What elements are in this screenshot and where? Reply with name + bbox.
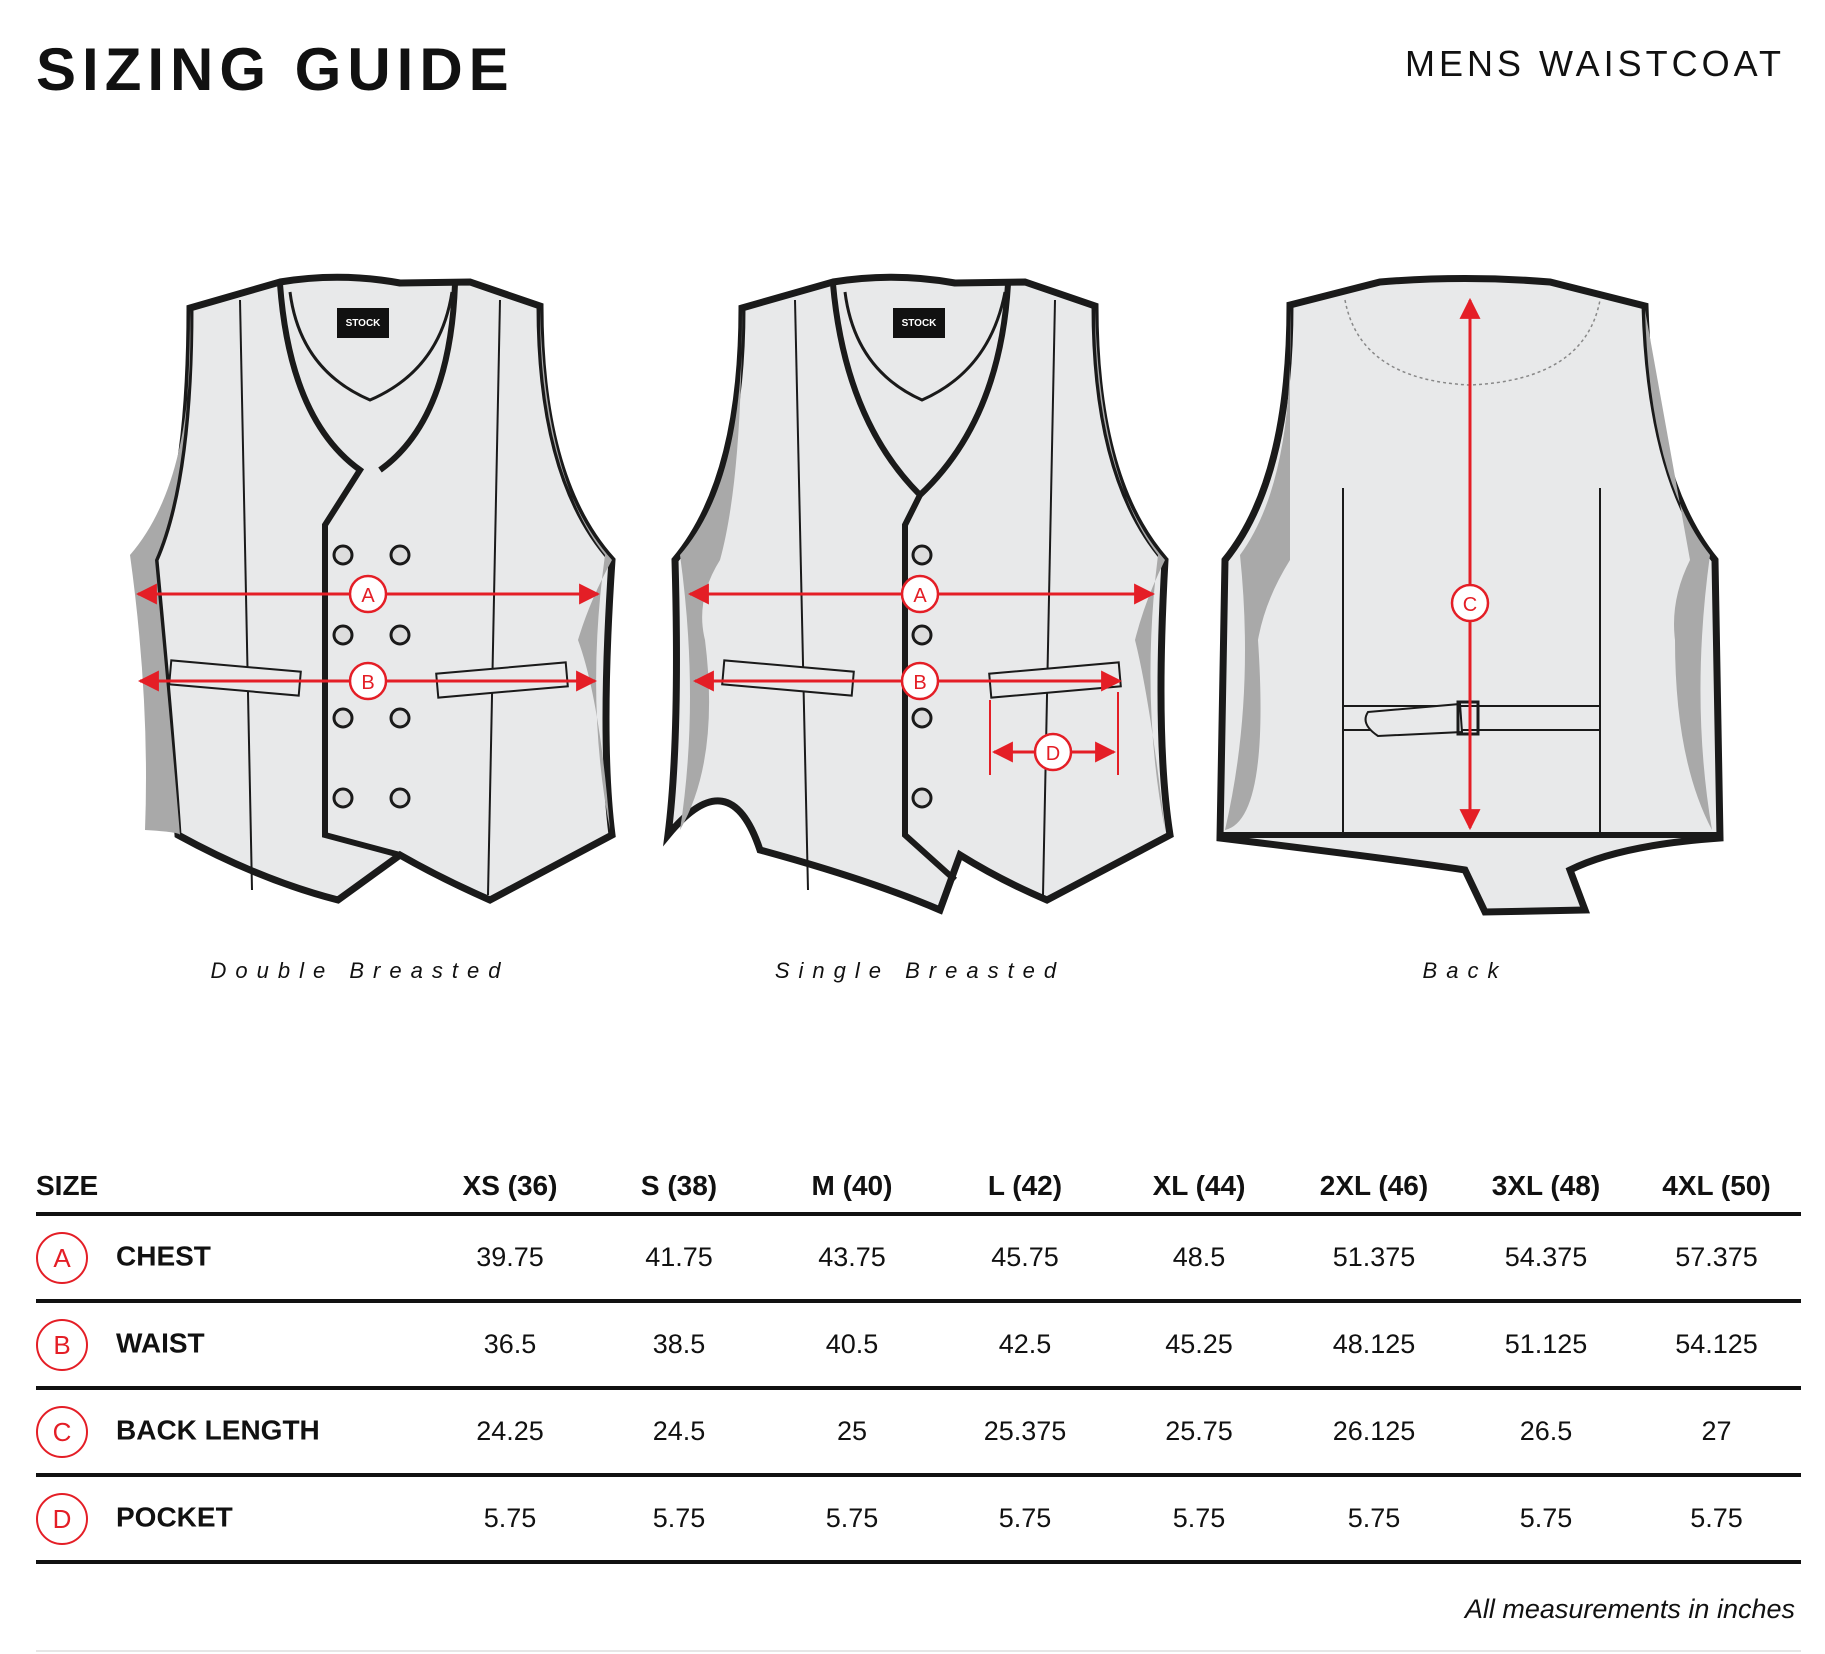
size-column-header: M (40) (764, 1160, 940, 1214)
table-cell: 57.375 (1632, 1214, 1801, 1301)
table-cell: 5.75 (1632, 1475, 1801, 1562)
table-cell: 54.125 (1632, 1301, 1801, 1388)
measurement-name: BACK LENGTH (116, 1413, 320, 1445)
table-cell: 24.5 (594, 1388, 764, 1475)
table-row (36, 1214, 1801, 1301)
label-tag: STOCK (345, 318, 381, 329)
size-table (36, 1160, 1801, 1564)
table-cell: 5.75 (1110, 1475, 1288, 1562)
table-cell: 48.5 (1110, 1214, 1288, 1301)
size-column-header: 3XL (48) (1460, 1160, 1632, 1214)
table-cell: 40.5 (764, 1301, 940, 1388)
size-column-header: XS (36) (426, 1160, 594, 1214)
table-cell: 54.375 (1460, 1214, 1632, 1301)
table-cell: 5.75 (594, 1475, 764, 1562)
caption-double-breasted: Double Breasted (210, 958, 510, 983)
row-label (36, 1388, 426, 1475)
marker-a: A (361, 585, 375, 607)
table-cell: 39.75 (426, 1214, 594, 1301)
table-cell: 5.75 (426, 1475, 594, 1562)
marker-badge: D (36, 1493, 88, 1545)
size-column-header: L (42) (940, 1160, 1110, 1214)
table-cell: 25.75 (1110, 1388, 1288, 1475)
size-header: SIZE (36, 1160, 426, 1214)
table-header-row (36, 1160, 1801, 1214)
table-row (36, 1388, 1801, 1475)
table-row (36, 1301, 1801, 1388)
size-column-header: 4XL (50) (1632, 1160, 1801, 1214)
table-cell: 42.5 (940, 1301, 1110, 1388)
divider (36, 1650, 1801, 1652)
marker-badge: A (36, 1232, 88, 1284)
table-cell: 36.5 (426, 1301, 594, 1388)
table-row (36, 1475, 1801, 1562)
table-cell: 43.75 (764, 1214, 940, 1301)
marker-d: D (1045, 743, 1061, 765)
table-cell: 45.75 (940, 1214, 1110, 1301)
table-cell: 25.375 (940, 1388, 1110, 1475)
measurement-name: POCKET (116, 1500, 233, 1532)
page-title: SIZING GUIDE (36, 36, 515, 103)
waistcoat-back (1218, 279, 1720, 913)
double-breasted-waistcoat (130, 277, 612, 900)
size-column-header: XL (44) (1110, 1160, 1288, 1214)
single-breasted-waistcoat (668, 277, 1170, 910)
label-tag: STOCK (901, 318, 937, 329)
table-cell: 25 (764, 1388, 940, 1475)
waistcoat-illustrations (0, 250, 1825, 950)
table-cell: 5.75 (1288, 1475, 1460, 1562)
product-name: MENS WAISTCOAT (1405, 43, 1785, 84)
table-cell: 5.75 (1460, 1475, 1632, 1562)
table-cell: 41.75 (594, 1214, 764, 1301)
marker-c: C (1462, 594, 1478, 616)
marker-b: B (913, 672, 927, 694)
size-column-header: 2XL (46) (1288, 1160, 1460, 1214)
units-note: All measurements in inches (1464, 1594, 1795, 1624)
table-cell: 45.25 (1110, 1301, 1288, 1388)
marker-a: A (913, 585, 927, 607)
table-cell: 48.125 (1288, 1301, 1460, 1388)
caption-back: Back (1422, 958, 1508, 983)
table-cell: 5.75 (940, 1475, 1110, 1562)
row-label (36, 1301, 426, 1388)
row-label (36, 1475, 426, 1562)
table-cell: 51.375 (1288, 1214, 1460, 1301)
table-cell: 24.25 (426, 1388, 594, 1475)
table-cell: 26.125 (1288, 1388, 1460, 1475)
table-cell: 26.5 (1460, 1388, 1632, 1475)
measurement-name: CHEST (116, 1239, 211, 1271)
marker-b: B (361, 672, 375, 694)
table-cell: 38.5 (594, 1301, 764, 1388)
row-label (36, 1214, 426, 1301)
table-cell: 51.125 (1460, 1301, 1632, 1388)
table-cell: 5.75 (764, 1475, 940, 1562)
marker-badge: B (36, 1319, 88, 1371)
measurement-name: WAIST (116, 1326, 205, 1358)
marker-badge: C (36, 1406, 88, 1458)
size-column-header: S (38) (594, 1160, 764, 1214)
caption-single-breasted: Single Breasted (774, 958, 1066, 983)
table-cell: 27 (1632, 1388, 1801, 1475)
